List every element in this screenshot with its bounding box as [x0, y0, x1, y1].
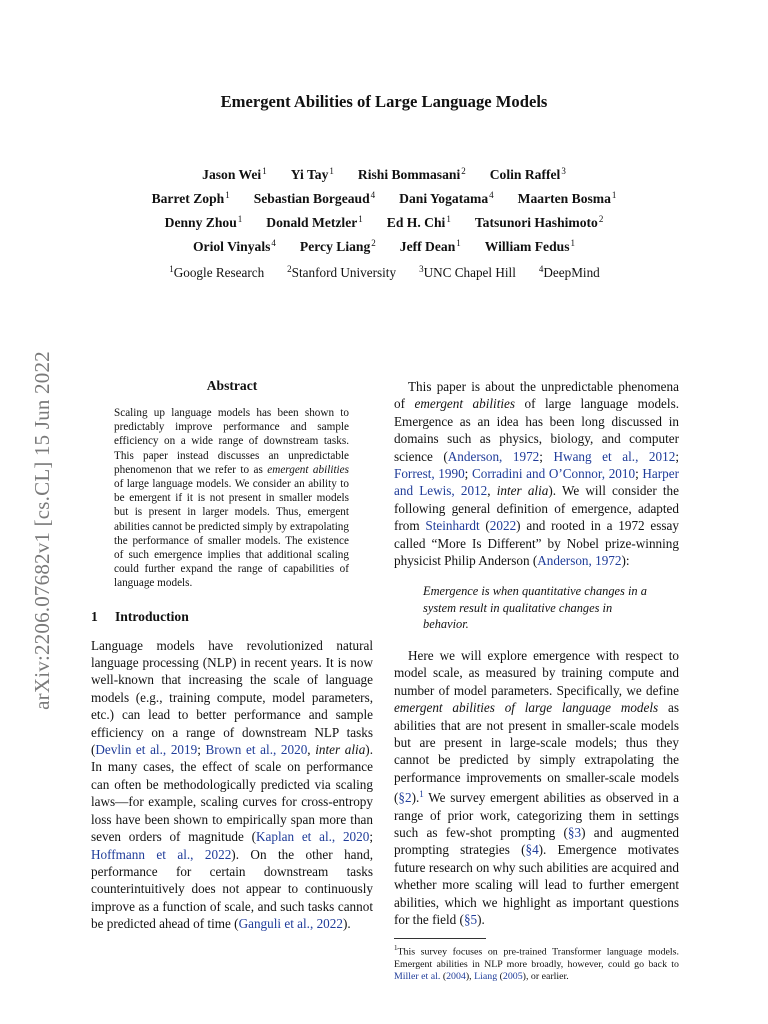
paper-title: Emergent Abilities of Large Language Models	[220, 92, 548, 111]
arxiv-identifier: arXiv:2206.07682v1 [cs.CL] 15 Jun 2022	[29, 350, 54, 710]
author: Percy Liang$^2$	[299, 237, 376, 254]
author: Jason Wei$^1$	[202, 165, 267, 182]
section-link[interactable]: §5	[463, 912, 478, 928]
author: Maarten Bosma$^1$	[517, 189, 617, 206]
affiliation: $^2$Stanford University	[287, 264, 397, 280]
affiliations	[100, 264, 668, 281]
section-heading-introduction: 1 Introduction	[91, 608, 189, 624]
author-row	[100, 210, 668, 234]
citation-link[interactable]: Brown et al., 2020	[205, 742, 308, 758]
section-link[interactable]: §2	[398, 790, 412, 806]
right-column	[394, 378, 679, 983]
footnote-divider	[394, 938, 486, 939]
author: Sebastian Borgeaud$^4$	[253, 189, 376, 206]
author: Oriol Vinyals$^4$	[192, 237, 276, 254]
citation-link[interactable]: Forrest, 1990	[394, 466, 465, 482]
citation-link[interactable]: Hwang et al., 2012	[553, 448, 676, 464]
citation-link[interactable]: Anderson, 1972	[537, 553, 622, 569]
emergence-definition-quote: Emergence is when quantitative changes in a system result in qualitative changes in behavior.	[423, 584, 647, 632]
section-link[interactable]: §4	[525, 842, 539, 858]
citation-link[interactable]: 2022	[489, 518, 517, 534]
citation-link[interactable]: 2004	[446, 971, 466, 983]
affiliation: $^4$DeepMind	[538, 264, 600, 280]
author: Yi Tay$^1$	[290, 165, 334, 182]
intro-paragraph-3: Here we will explore emergence with respect to model scale, as measured by training compute and number of model parameters. Specifically, we define emergent abilities of large language models as abilities that are not present in smaller-scale models but are present in large-scale models; thus they cannot be predicted by simply extrapolating the performance improvements on smaller-scale models (§2).$^1$ We survey emergent abilities as observed in a range of prior work, categorizing them in settings such as few-shot prompting (§3) and augmented prompting strategies (§4). Emergence motivates future research on why such abilities are acquired and whether more scaling will lead to further emergent abilities, which we highlight as important questions for the field (§5).	[394, 647, 680, 928]
author-row	[100, 234, 668, 258]
citation-link[interactable]: Corradini and O’Connor, 2010	[471, 466, 636, 482]
author: William Fedus$^1$	[484, 237, 575, 254]
author: Jeff Dean$^1$	[399, 237, 461, 254]
citation-link[interactable]: Devlin et al., 2019	[95, 742, 198, 758]
author: Denny Zhou$^1$	[164, 213, 243, 230]
author-block	[100, 162, 668, 281]
author: Donald Metzler$^1$	[266, 213, 363, 230]
author: Rishi Bommasani$^2$	[357, 165, 466, 182]
abstract-text: Scaling up language models has been shown to predictably improve performance and sample efficiency on a wide range of downstream tasks. This paper instead discusses an unpredictable phenomenon that we refer to as emergent abilities of large language models. We consider an ability to be emergent if it is not present in smaller models but is present in larger models. Thus, emergent abilities cannot be predicted simply by extrapolating the performance of smaller models. The existence of such emergence implies that additional scaling could further expand the range of capabilities of language models.	[114, 407, 349, 590]
author: Ed H. Chi$^1$	[386, 213, 451, 230]
citation-link[interactable]: Anderson, 1972	[447, 448, 540, 464]
footnote: $^1$This survey focuses on pre-trained Transformer language models. Emergent abilities in NLP more broadly, however, could go back to Miller et al. (2004), Liang (2005), or earlier.	[394, 944, 679, 983]
citation-link[interactable]: Miller et al.	[394, 971, 441, 983]
citation-link[interactable]: Liang	[474, 971, 498, 983]
abstract-heading: Abstract	[206, 378, 258, 393]
left-column	[91, 378, 373, 933]
intro-paragraph-1: Language models have revolutionized natural language processing (NLP) in recent years. It is now well-known that increasing the scale of language models (e.g., training compute, model parameters, etc.) can lead to better performance and sample efficiency on a range of downstream NLP tasks (Devlin et al., 2019; Brown et al., 2020, inter alia). In many cases, the effect of scale on performance can often be methodologically predicted via scaling laws—for example, scaling curves for cross-entropy loss have been shown to empirically span more than seven orders of magnitude (Kaplan et al., 2020; Hoffmann et al., 2022). On the other hand, performance for certain downstream tasks counterintuitively does not appear to continuously improve as a function of scale, and such tasks cannot be predicted ahead of time (Ganguli et al., 2022).	[91, 637, 374, 932]
citation-link[interactable]: Kaplan et al., 2020	[256, 829, 370, 845]
affiliation: $^3$UNC Chapel Hill	[419, 264, 516, 280]
section-link[interactable]: §3	[567, 825, 582, 841]
author-row	[100, 186, 668, 210]
affiliation: $^1$Google Research	[169, 264, 265, 280]
citation-link[interactable]: Harper and Lewis, 2012	[394, 466, 679, 499]
author: Colin Raffel$^3$	[489, 165, 566, 182]
citation-link[interactable]: 2005	[502, 971, 523, 983]
arxiv-sidebar	[22, 320, 62, 740]
footnote-marker[interactable]: 1	[419, 789, 424, 800]
author-row	[100, 162, 668, 186]
author: Dani Yogatama$^4$	[399, 189, 494, 206]
citation-link[interactable]: Hoffmann et al., 2022	[91, 846, 232, 862]
author: Barret Zoph$^1$	[151, 189, 230, 206]
author: Tatsunori Hashimoto$^2$	[474, 213, 604, 230]
intro-paragraph-2: This paper is about the unpredictable phenomena of emergent abilities of large language models. Emergence as an idea has been long discussed in domains such as physics, biology, and computer science (Anderson, 1972; Hwang et al., 2012; Forrest, 1990; Corradini and O’Connor, 2010; Harper and Lewis, 2012, inter alia). We will consider the following general definition of emergence, adapted from Steinhardt (2022) and rooted in a 1972 essay called “More Is Different” by Nobel prize-winning physicist Philip Anderson (Anderson, 1972):	[394, 379, 679, 569]
citation-link[interactable]: Ganguli et al., 2022	[238, 916, 343, 932]
citation-link[interactable]: Steinhardt	[425, 518, 480, 534]
